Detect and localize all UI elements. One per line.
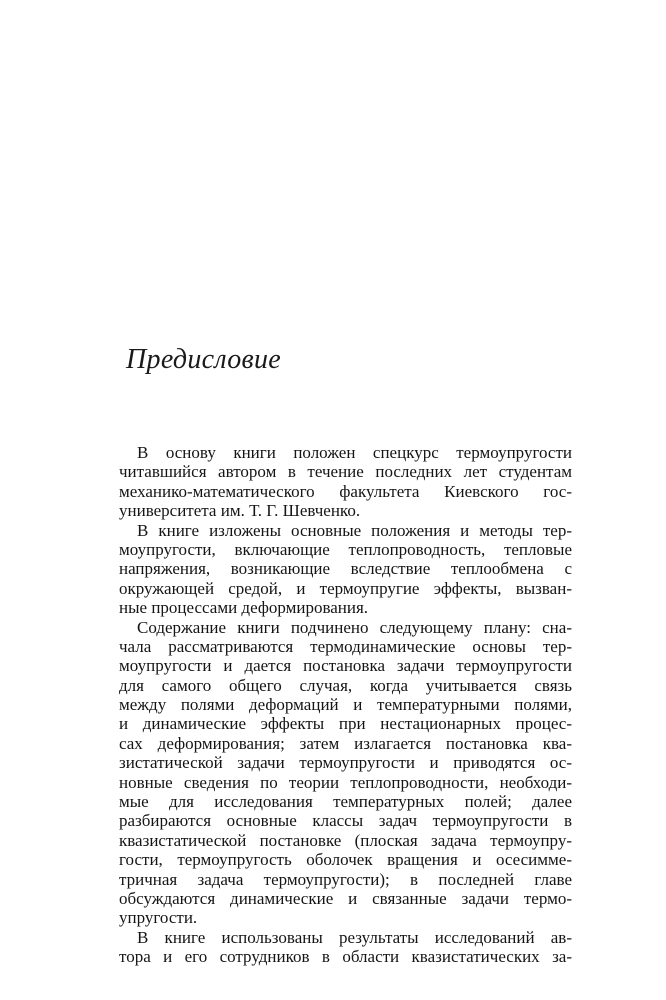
text-line: мые для исследования температурных полей; далее [119,792,572,812]
paragraph [119,443,572,521]
text-line: ные процессами деформирования. [119,598,369,618]
text-line: В книге использованы результаты исследований ав- [137,927,572,947]
paragraph [119,521,572,618]
text-line: разбираются основные классы задач термоупругости в [119,811,572,831]
text-line: зистатической задачи термоупругости и приводятся ос- [119,753,572,773]
text-line: университета им. Т. Г. Шевченко. [119,501,361,521]
text-line: для самого общего случая, когда учитывается связь [119,675,572,695]
text-line: новные сведения по теории теплопроводности, необходи- [119,772,572,792]
text-line: тричная задача термоупругости); в последней главе [119,869,572,889]
text-line: моупругости и дается постановка задачи термоупругости [119,656,572,676]
text-line: В основу книги положен спецкурс термоупругости [137,443,572,462]
text-line: напряжения, возникающие вследствие теплообмена с [119,559,572,579]
paragraph [119,928,572,967]
text-line: окружающей средой, и термоупругие эффекты, вызван- [119,578,572,598]
text-line: и динамические эффекты при нестационарных процес- [119,714,572,734]
text-line: читавшийся автором в течение последних лет студентам [119,462,572,482]
page-title: Предисловие [126,344,281,375]
paragraph [119,618,572,928]
text-line: квазистатической постановке (плоская задача термоупру- [119,830,572,850]
preface-body [119,443,572,967]
text-line: гости, термоупругость оболочек вращения и осесимме- [119,850,572,870]
text-line: обсуждаются динамические и связанные задачи термо- [119,888,572,908]
text-line: тора и его сотрудников в области квазистатических за- [119,947,572,967]
text-line: моупругости, включающие теплопроводность, тепловые [119,539,572,559]
text-line: Содержание книги подчинено следующему плану: сна- [137,617,572,637]
text-line: В книге изложены основные положения и методы тер- [137,520,572,540]
text-line: упругости. [119,908,198,928]
text-line: чала рассматриваются термодинамические основы тер- [119,636,572,656]
text-line: сах деформирования; затем излагается постановка ква- [119,733,572,753]
text-line: между полями деформаций и температурными полями, [119,695,572,715]
text-line: механико-математического факультета Киевского гос- [119,481,572,501]
